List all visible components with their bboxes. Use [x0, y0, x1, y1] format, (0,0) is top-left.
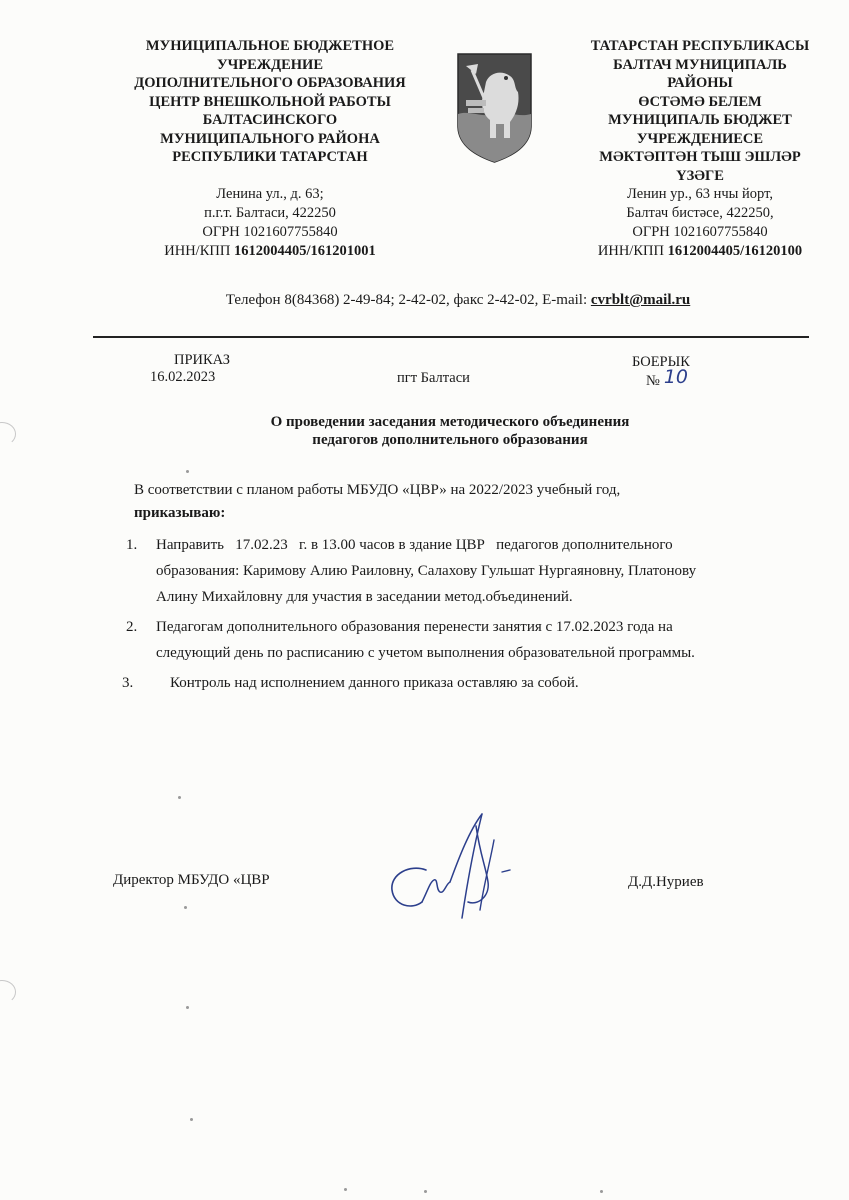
scan-speck	[184, 906, 187, 909]
address-tatar: Ленин ур., 63 нчы йорт, Балтач бистәсе, 422250, ОГРН 1021607755840 ИНН/КПП 1612004405/16120100	[555, 185, 845, 261]
order-items-list	[122, 532, 804, 696]
scan-speck	[600, 1190, 603, 1193]
header-right-block	[555, 37, 845, 261]
signatory-position: Директор МБУДО «ЦВР	[113, 872, 270, 888]
inn-line: ИНН/КПП 1612004405/16120100	[597, 243, 803, 259]
scan-speck	[186, 470, 189, 473]
coat-of-arms-emblem	[456, 52, 533, 164]
order-number-block: БОЕРЫК № 10	[632, 354, 690, 389]
intro-paragraph: В соответствии с планом работы МБУДО «ЦВР» на 2022/2023 учебный год,	[134, 482, 621, 498]
contact-line: Телефон 8(84368) 2-49-84; 2-42-02, факс 2-42-02, E-mail: cvrblt@mail.ru	[225, 292, 691, 308]
inn-line: ИНН/КПП 1612004405/161201001	[164, 242, 376, 259]
order-body	[122, 482, 804, 696]
punch-hole-mark	[0, 422, 16, 446]
list-item: 1. Направить 17.02.23 г. в 13.00 часов в здание ЦВР педагогов дополнительного образования: Каримову Алию Раиловну, Салахову Гульшат Нургаяновну, Платонову Алину Михайловну для участия в заседании метод.объединений.	[126, 537, 697, 605]
scan-speck	[344, 1188, 347, 1191]
order-subject: О проведении заседания методического объединения педагогов дополнительного образования	[270, 414, 630, 448]
scan-speck	[424, 1190, 427, 1193]
handwritten-order-number: 10	[663, 366, 689, 388]
header-divider	[93, 336, 809, 338]
order-date: 16.02.2023	[150, 369, 216, 385]
address-russian: Ленина ул., д. 63; п.г.т. Балтаси, 422250 ОГРН 1021607755840 ИНН/КПП 1612004405/161201001	[100, 185, 440, 261]
header-left-block	[100, 37, 440, 261]
scan-speck	[178, 796, 181, 799]
order-word: приказываю:	[134, 505, 226, 521]
handwritten-signature	[382, 806, 532, 936]
list-item: 3. Контроль над исполнением данного приказа оставляю за собой.	[122, 675, 579, 691]
email-link[interactable]: cvrblt@mail.ru	[590, 292, 691, 308]
list-item: 2. Педагогам дополнительного образования перенести занятия с 17.02.2023 года на следующий день по расписанию с учетом выполнения образовательной программы.	[126, 619, 695, 661]
signatory-name: Д.Д.Нуриев	[628, 874, 704, 890]
scan-speck	[186, 1006, 189, 1009]
order-place: пгт Балтаси	[397, 370, 470, 386]
punch-hole-mark	[0, 980, 16, 1004]
org-name-tatar: ТАТАРСТАН РЕСПУБЛИКАСЫ БАЛТАЧ МУНИЦИПАЛЬ РАЙОНЫ ӨСТӘМӘ БЕЛЕМ МУНИЦИПАЛЬ БЮДЖЕТ УЧРЕЖДЕНИЕСЕ МӘКТӘПТӘН ТЫШ ЭШЛӘР ҮЗӘГЕ	[590, 38, 810, 184]
order-label-block: ПРИКАЗ 16.02.2023	[150, 352, 280, 386]
scan-speck	[190, 1118, 193, 1121]
org-name-russian: МУНИЦИПАЛЬНОЕ БЮДЖЕТНОЕ УЧРЕЖДЕНИЕ ДОПОЛНИТЕЛЬНОГО ОБРАЗОВАНИЯ ЦЕНТР ВНЕШКОЛЬНОЙ РАБОТЫ БАЛТАСИНСКОГО МУНИЦИПАЛЬНОГО РАЙОНА РЕСПУБЛИКИ ТАТАРСТАН	[134, 38, 406, 165]
